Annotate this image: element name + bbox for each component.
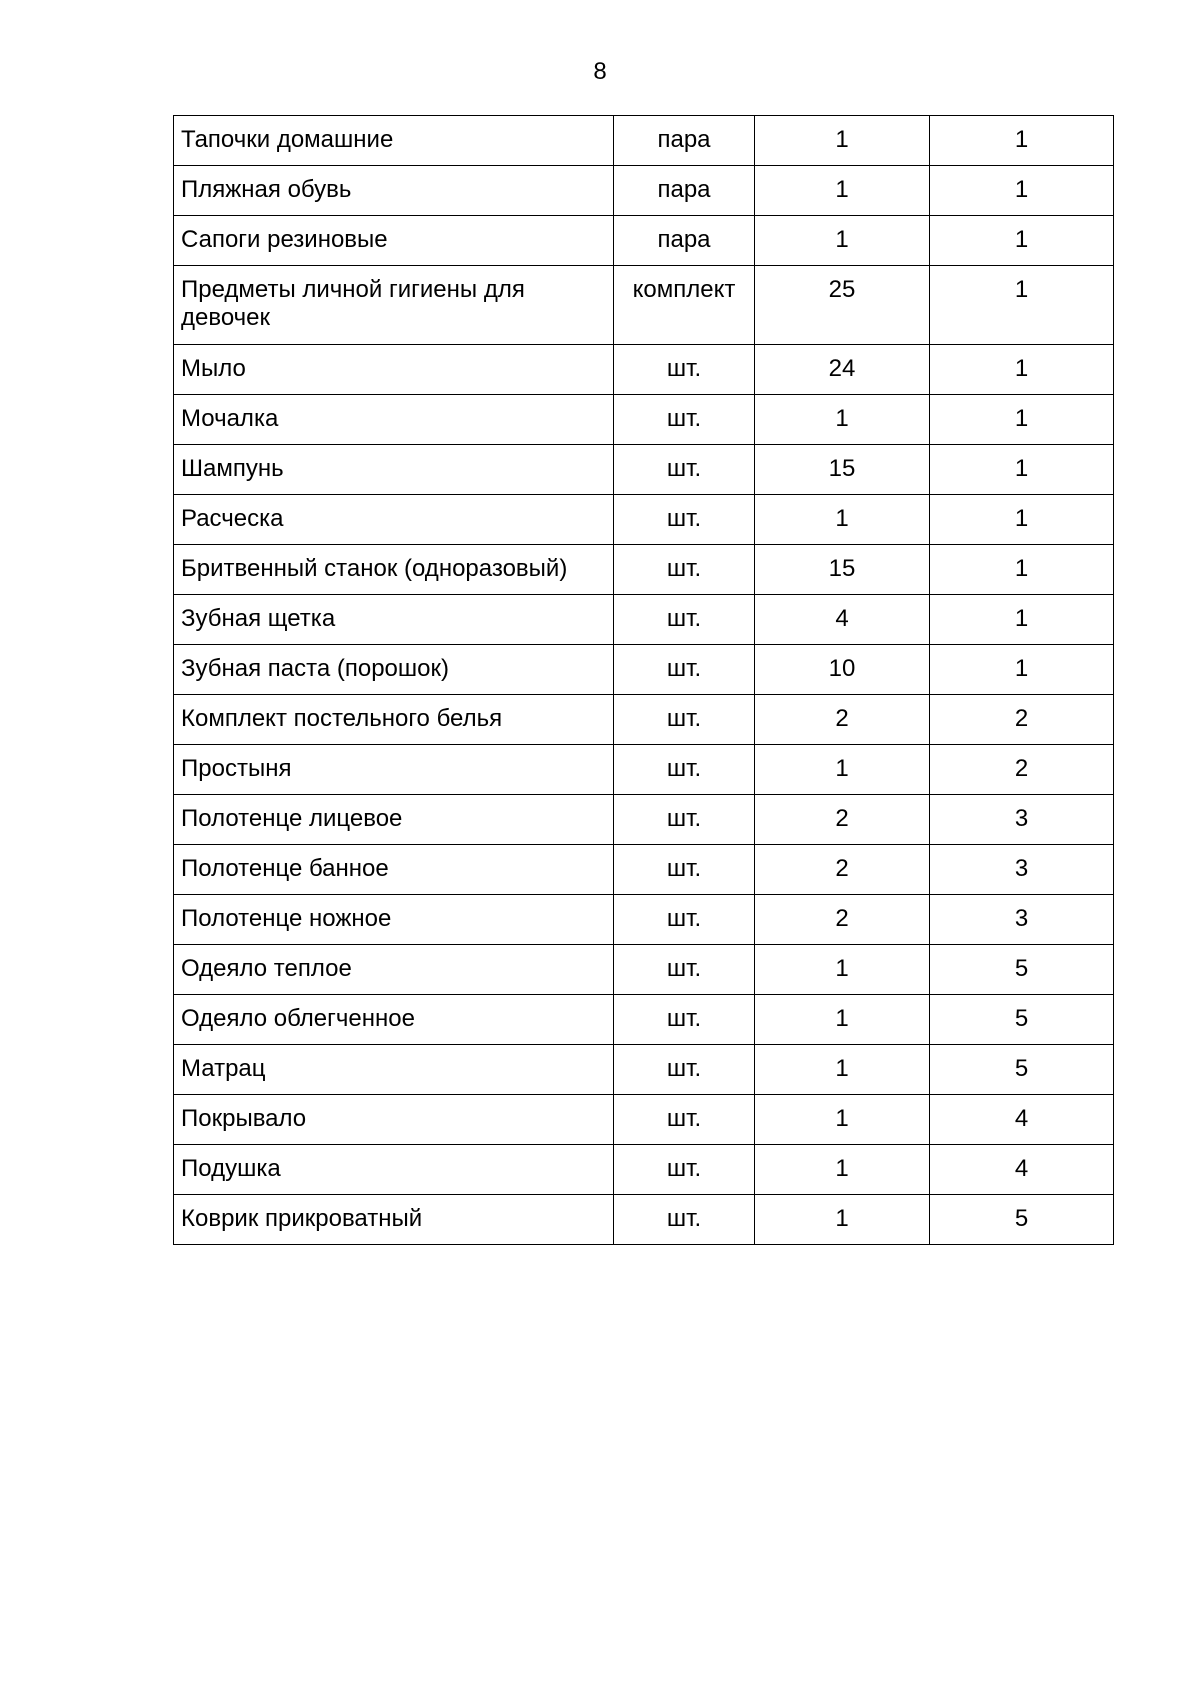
item-name-cell: Мочалка bbox=[174, 395, 614, 445]
term-cell: 2 bbox=[930, 745, 1114, 795]
term-cell: 1 bbox=[930, 595, 1114, 645]
term-cell: 5 bbox=[930, 995, 1114, 1045]
quantity-cell: 1 bbox=[755, 395, 930, 445]
term-cell: 3 bbox=[930, 795, 1114, 845]
unit-cell: шт. bbox=[614, 995, 755, 1045]
quantity-cell: 1 bbox=[755, 495, 930, 545]
table-row bbox=[174, 1145, 1114, 1195]
table-row bbox=[174, 445, 1114, 495]
unit-cell: шт. bbox=[614, 545, 755, 595]
quantity-cell: 1 bbox=[755, 945, 930, 995]
quantity-cell: 1 bbox=[755, 116, 930, 166]
item-name-cell: Пляжная обувь bbox=[174, 166, 614, 216]
table-row bbox=[174, 595, 1114, 645]
table-row bbox=[174, 1045, 1114, 1095]
unit-cell: шт. bbox=[614, 445, 755, 495]
unit-cell: шт. bbox=[614, 795, 755, 845]
term-cell: 4 bbox=[930, 1095, 1114, 1145]
quantity-cell: 1 bbox=[755, 1095, 930, 1145]
term-cell: 4 bbox=[930, 1145, 1114, 1195]
item-name-cell: Расческа bbox=[174, 495, 614, 545]
item-name-cell: Одеяло теплое bbox=[174, 945, 614, 995]
item-name-cell: Подушка bbox=[174, 1145, 614, 1195]
table-row bbox=[174, 845, 1114, 895]
unit-cell: шт. bbox=[614, 1195, 755, 1245]
unit-cell: шт. bbox=[614, 845, 755, 895]
item-name-cell: Простыня bbox=[174, 745, 614, 795]
quantity-cell: 25 bbox=[755, 266, 930, 345]
table-row bbox=[174, 166, 1114, 216]
item-name-cell: Коврик прикроватный bbox=[174, 1195, 614, 1245]
item-name-cell: Полотенце ножное bbox=[174, 895, 614, 945]
unit-cell: комплект bbox=[614, 266, 755, 345]
term-cell: 1 bbox=[930, 216, 1114, 266]
supplies-table-body bbox=[174, 116, 1114, 1245]
table-row bbox=[174, 645, 1114, 695]
table-row bbox=[174, 945, 1114, 995]
unit-cell: шт. bbox=[614, 1095, 755, 1145]
table-row bbox=[174, 395, 1114, 445]
table-row bbox=[174, 895, 1114, 945]
term-cell: 3 bbox=[930, 845, 1114, 895]
unit-cell: шт. bbox=[614, 595, 755, 645]
quantity-cell: 2 bbox=[755, 895, 930, 945]
term-cell: 1 bbox=[930, 116, 1114, 166]
unit-cell: шт. bbox=[614, 745, 755, 795]
unit-cell: шт. bbox=[614, 495, 755, 545]
term-cell: 1 bbox=[930, 345, 1114, 395]
quantity-cell: 24 bbox=[755, 345, 930, 395]
quantity-cell: 1 bbox=[755, 1195, 930, 1245]
term-cell: 1 bbox=[930, 645, 1114, 695]
table-row bbox=[174, 795, 1114, 845]
item-name-cell: Предметы личной гигиены для девочек bbox=[174, 266, 614, 345]
item-name-cell: Мыло bbox=[174, 345, 614, 395]
table-row bbox=[174, 745, 1114, 795]
quantity-cell: 15 bbox=[755, 545, 930, 595]
item-name-cell: Комплект постельного белья bbox=[174, 695, 614, 745]
item-name-cell: Полотенце лицевое bbox=[174, 795, 614, 845]
item-name-cell: Полотенце банное bbox=[174, 845, 614, 895]
table-row bbox=[174, 1195, 1114, 1245]
unit-cell: шт. bbox=[614, 895, 755, 945]
quantity-cell: 2 bbox=[755, 845, 930, 895]
unit-cell: шт. bbox=[614, 945, 755, 995]
item-name-cell: Матрац bbox=[174, 1045, 614, 1095]
quantity-cell: 1 bbox=[755, 745, 930, 795]
unit-cell: пара bbox=[614, 166, 755, 216]
item-name-cell: Тапочки домашние bbox=[174, 116, 614, 166]
term-cell: 5 bbox=[930, 1195, 1114, 1245]
item-name-cell: Покрывало bbox=[174, 1095, 614, 1145]
unit-cell: пара bbox=[614, 216, 755, 266]
unit-cell: шт. bbox=[614, 645, 755, 695]
unit-cell: шт. bbox=[614, 1145, 755, 1195]
table-row bbox=[174, 116, 1114, 166]
unit-cell: шт. bbox=[614, 695, 755, 745]
term-cell: 3 bbox=[930, 895, 1114, 945]
unit-cell: шт. bbox=[614, 395, 755, 445]
quantity-cell: 4 bbox=[755, 595, 930, 645]
term-cell: 5 bbox=[930, 945, 1114, 995]
table-row bbox=[174, 345, 1114, 395]
item-name-cell: Сапоги резиновые bbox=[174, 216, 614, 266]
quantity-cell: 1 bbox=[755, 995, 930, 1045]
quantity-cell: 1 bbox=[755, 1045, 930, 1095]
table-row bbox=[174, 495, 1114, 545]
quantity-cell: 2 bbox=[755, 795, 930, 845]
term-cell: 1 bbox=[930, 166, 1114, 216]
table-row bbox=[174, 216, 1114, 266]
item-name-cell: Зубная щетка bbox=[174, 595, 614, 645]
term-cell: 1 bbox=[930, 495, 1114, 545]
term-cell: 2 bbox=[930, 695, 1114, 745]
item-name-cell: Бритвенный станок (одноразовый) bbox=[174, 545, 614, 595]
unit-cell: пара bbox=[614, 116, 755, 166]
table-row bbox=[174, 995, 1114, 1045]
page-number: 8 bbox=[593, 58, 607, 85]
quantity-cell: 2 bbox=[755, 695, 930, 745]
term-cell: 1 bbox=[930, 266, 1114, 345]
quantity-cell: 10 bbox=[755, 645, 930, 695]
item-name-cell: Зубная паста (порошок) bbox=[174, 645, 614, 695]
term-cell: 1 bbox=[930, 395, 1114, 445]
unit-cell: шт. bbox=[614, 1045, 755, 1095]
item-name-cell: Одеяло облегченное bbox=[174, 995, 614, 1045]
unit-cell: шт. bbox=[614, 345, 755, 395]
supplies-table bbox=[173, 115, 1114, 1245]
quantity-cell: 1 bbox=[755, 1145, 930, 1195]
term-cell: 5 bbox=[930, 1045, 1114, 1095]
quantity-cell: 15 bbox=[755, 445, 930, 495]
table-row bbox=[174, 1095, 1114, 1145]
term-cell: 1 bbox=[930, 445, 1114, 495]
item-name-cell: Шампунь bbox=[174, 445, 614, 495]
table-row bbox=[174, 545, 1114, 595]
table-row bbox=[174, 695, 1114, 745]
quantity-cell: 1 bbox=[755, 216, 930, 266]
term-cell: 1 bbox=[930, 545, 1114, 595]
table-row bbox=[174, 266, 1114, 345]
quantity-cell: 1 bbox=[755, 166, 930, 216]
